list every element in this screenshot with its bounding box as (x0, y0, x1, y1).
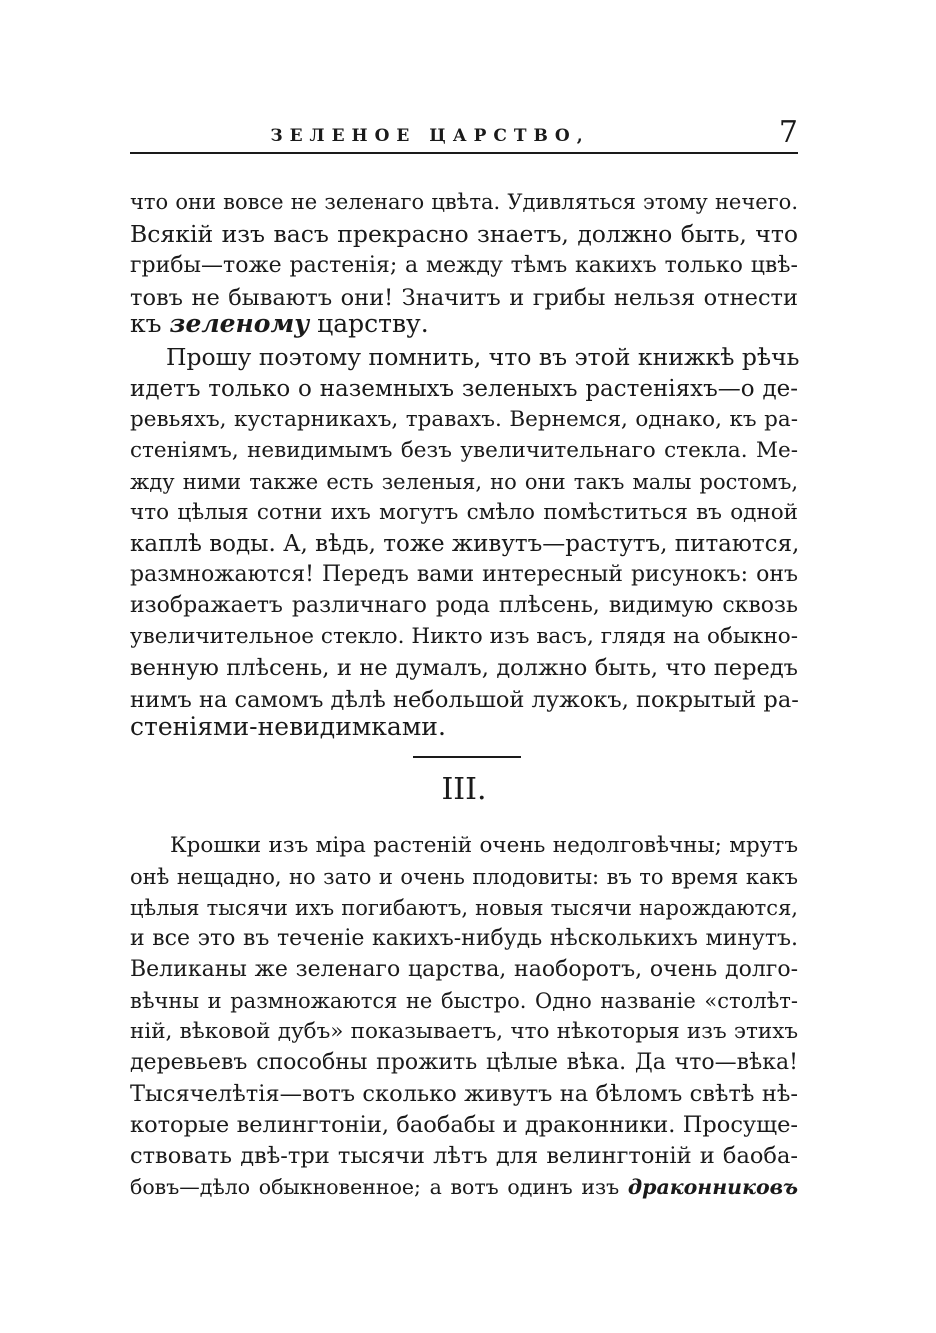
text-line: Прошу поэтому помнить, что въ этой книжкѣ рѣчь (166, 343, 800, 371)
text-line: деревьевъ способны прожить цѣлые вѣка. Да что—вѣка! (130, 1050, 798, 1075)
text-fragment: царству. (317, 309, 429, 338)
italic-word: зеленому (169, 309, 310, 338)
text-fragment: къ (130, 309, 162, 338)
text-line: стеніями-невидимками. (130, 712, 446, 741)
italic-word: драконниковъ (627, 1175, 798, 1199)
text-line: размножаются! Передъ вами интересный рисунокъ: онъ (130, 562, 798, 587)
text-line: что они вовсе не зеленаго цвѣта. Удивляться этому нечего. (130, 190, 798, 214)
text-line: что цѣлыя сотни ихъ могутъ смѣло помѣститься въ одной (130, 500, 798, 525)
section-rule (413, 756, 521, 758)
text-line: которые велингтоніи, баобабы и драконники. Просуще- (130, 1112, 798, 1138)
text-line (130, 309, 798, 339)
text-line: жду ними также есть зеленыя, но они такъ малы ростомъ, (130, 470, 798, 494)
text-line: каплѣ воды. А, вѣдь, тоже живутъ—растутъ, питаются, (130, 531, 800, 557)
header-rule (130, 152, 798, 154)
section-heading: III. (441, 772, 487, 807)
text-line: нимъ на самомъ дѣлѣ небольшой лужокъ, покрытый ра- (130, 687, 799, 713)
page-header (130, 115, 798, 158)
running-title: ЗЕЛЕНОЕ ЦАРСТВО, (270, 126, 590, 146)
text-line: изображаетъ различнаго рода плѣсень, видимую сквозь (130, 593, 798, 618)
text-line: стеніямъ, невидимымъ безъ увеличительнаго стекла. Ме- (130, 438, 798, 463)
text-line: грибы—тоже растенія; а между тѣмъ какихъ только цвѣ- (130, 253, 798, 278)
text-line: онѣ нещадно, но зато и очень плодовиты: въ то время какъ (130, 865, 798, 889)
text-line: идетъ только о наземныхъ зеленыхъ растеніяхъ—о де- (130, 376, 798, 402)
text-line: Всякій изъ васъ прекрасно знаетъ, должно быть, что (130, 220, 798, 248)
text-line (130, 1172, 798, 1202)
text-line: ствовать двѣ-три тысячи лѣтъ для велингтоній и баоба- (130, 1143, 798, 1169)
text-line: венную плѣсень, и не думалъ, должно быть, что передъ (130, 655, 798, 681)
text-line: ревьяхъ, кустарникахъ, травахъ. Вернемся, однако, къ ра- (130, 407, 798, 432)
text-line: цѣлыя тысячи ихъ погибаютъ, новыя тысячи нарождаются, (130, 896, 798, 920)
text-line: товъ не бываютъ они! Значитъ и грибы нельзя отнести (130, 285, 798, 311)
text-fragment: бовъ—дѣло обыкновенное; а вотъ одинъ изъ (130, 1175, 620, 1199)
text-line: и все это въ теченіе какихъ-нибудь нѣсколькихъ минутъ. (130, 926, 798, 951)
text-line: Великаны же зеленаго царства, наоборотъ, очень долго- (130, 957, 798, 982)
text-line: ній, вѣковой дубъ» показываетъ, что нѣкоторыя изъ этихъ (130, 1019, 798, 1044)
page-number: 7 (778, 115, 798, 150)
text-line: вѣчны и размножаются не быстро. Одно названіе «столѣт- (130, 989, 798, 1013)
text-line: Тысячелѣтія—вотъ сколько живутъ на бѣломъ свѣтѣ нѣ- (130, 1081, 798, 1107)
text-line: увеличительное стекло. Никто изъ васъ, глядя на обыкно- (130, 624, 798, 649)
text-line: Крошки изъ міра растеній очень недолговѣчны; мрутъ (170, 833, 798, 858)
